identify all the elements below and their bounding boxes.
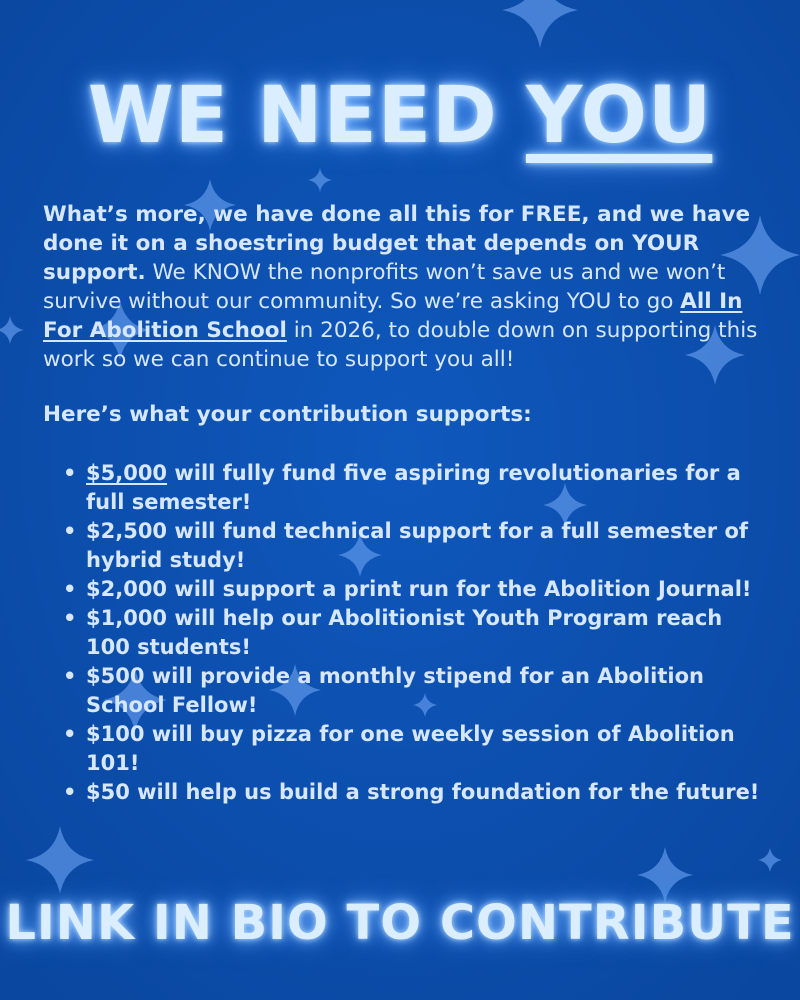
- bullet-icon: •: [63, 519, 77, 543]
- abolition-school-link[interactable]: All In For Abolition School: [43, 289, 743, 343]
- bullet-icon: •: [63, 664, 77, 688]
- page-title: [0, 66, 800, 166]
- item-text: $2,500 will fund technical support for a full semester of hybrid study!: [86, 519, 749, 572]
- item-text: $500 will provide a monthly stipend for an Abolition School Fellow!: [86, 664, 704, 717]
- bullet-icon: •: [63, 606, 77, 630]
- list-item: [43, 459, 763, 517]
- body-text: [43, 200, 763, 807]
- list-item: [43, 778, 763, 807]
- supports-heading: Here’s what your contribution supports:: [43, 402, 532, 427]
- call-to-action[interactable]: LINK IN BIO TO CONTRIBUTE: [5, 895, 795, 951]
- list-item: [43, 720, 763, 778]
- list-item: [43, 575, 763, 604]
- bullet-icon: •: [63, 722, 77, 746]
- item-text: $2,000 will support a print run for the Abolition Journal!: [86, 577, 752, 601]
- title-emphasis: YOU: [525, 71, 713, 161]
- item-amount: $5,000: [86, 461, 168, 485]
- bullet-icon: •: [63, 780, 77, 804]
- intro-text-2: in 2026, to double down on supporting this work so we can continue to support you all!: [43, 318, 758, 372]
- title-lead: WE NEED: [87, 71, 526, 161]
- bullet-icon: •: [63, 577, 77, 601]
- item-text: $50 will help us build a strong foundation for the future!: [86, 780, 760, 804]
- list-item: [43, 517, 763, 575]
- contribution-list: [43, 459, 763, 807]
- list-item: [43, 662, 763, 720]
- intro-bold: What’s more, we have done all this for FREE, and we have done it on a shoestring budget that depends on YOUR support.: [43, 202, 751, 285]
- item-text: $100 will buy pizza for one weekly session of Abolition 101!: [86, 722, 735, 775]
- item-text: will fully fund five aspiring revolutionaries for a full semester!: [86, 461, 741, 514]
- intro-paragraph: [43, 200, 763, 374]
- list-item: [43, 604, 763, 662]
- intro-text-1: We KNOW the nonprofits won’t save us and we won’t survive without our community. So we’re asking YOU to go: [43, 260, 726, 314]
- bullet-icon: •: [63, 461, 77, 485]
- item-text: $1,000 will help our Abolitionist Youth Program reach 100 students!: [86, 606, 723, 659]
